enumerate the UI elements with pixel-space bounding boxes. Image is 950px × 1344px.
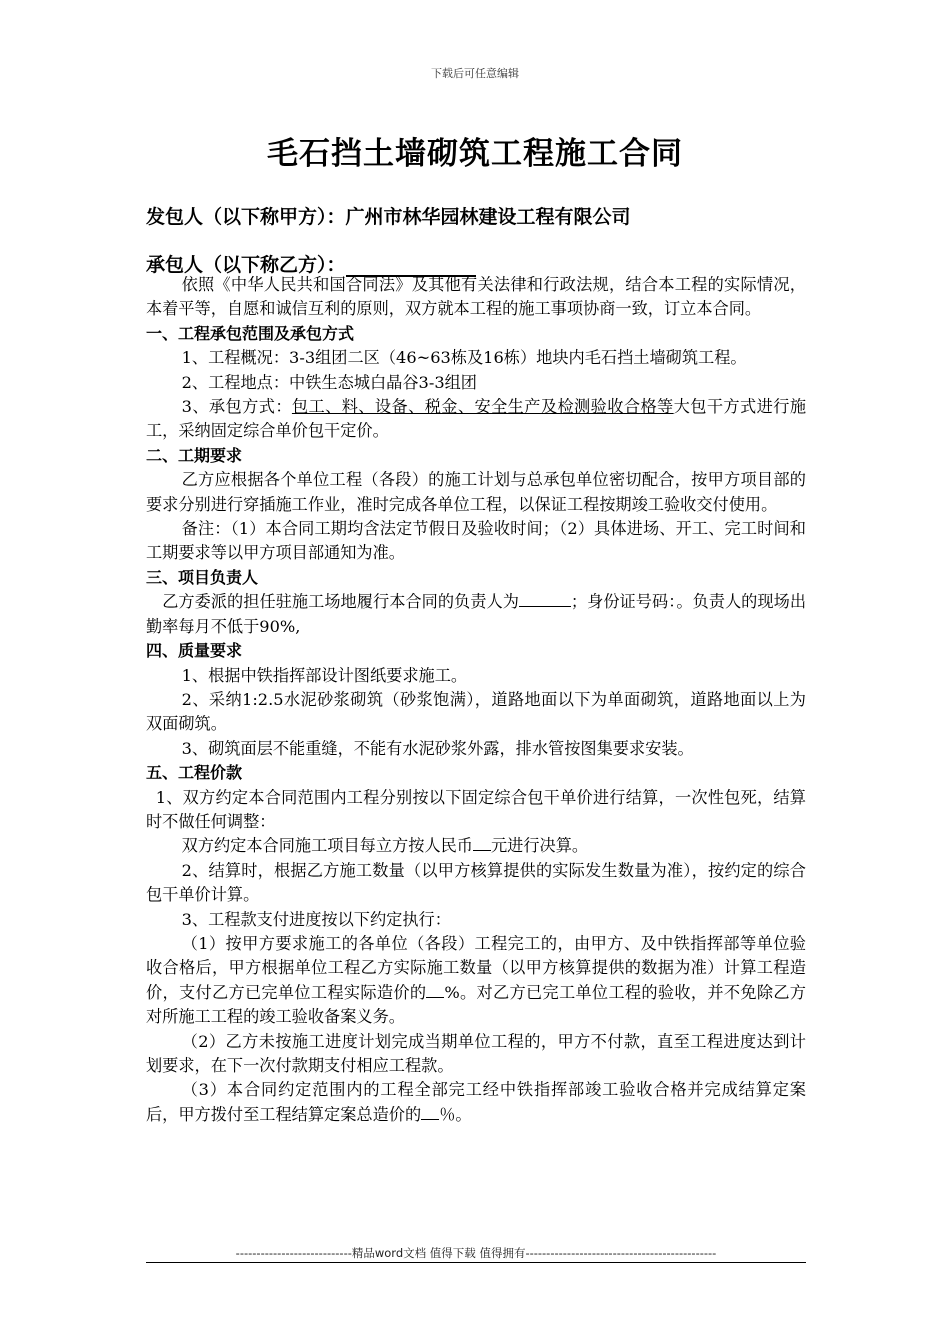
section5-item2: 2、结算时，根据乙方施工数量（以甲方核算提供的实际发生数量为准），按约定的综合包干单价计算。 [146, 860, 806, 905]
section5-item1: 1、双方约定本合同范围内工程分别按以下固定综合包干单价进行结算，一次性包死，结算时不做任何调整： [146, 787, 806, 831]
party-b-label: 承包人（以下称乙方）： [146, 254, 346, 276]
intro-paragraph: 依照《中华人民共和国合同法》及其他有关法律和行政法规，结合本工程的实际情况，本着平等，自愿和诚信互利的原则，双方就本工程的施工事项协商一致，订立本合同。 [146, 275, 806, 319]
section1-item2: 2、工程地点：中铁生态城白晶谷3-3组团 [181, 372, 477, 392]
section4-item2: 2、采纳1:2.5水泥砂浆砌筑（砂浆饱满），道路地面以下为单面砌筑，道路地面以上为双面砌筑。 [146, 689, 806, 734]
section5-sub3-pre: （3）本合同约定范围内的工程全部完工经中铁指挥部竣工验收合格并完成结算定案后，甲方拨付至工程结算定案总造价的 [146, 1080, 806, 1124]
section5-item1b-pre: 双方约定本合同施工项目每立方按人民币 [181, 836, 473, 856]
section1-item3 [146, 395, 806, 444]
document-title: 毛石挡土墙砌筑工程施工合同 [267, 136, 683, 172]
section5-item1b-post: 元进行决算。 [491, 836, 589, 856]
unit-price-blank [473, 834, 491, 851]
section5-sub3-post: ％。 [439, 1104, 472, 1124]
page-header-note: 下载后可任意编辑 [431, 67, 519, 80]
section3-para [146, 590, 806, 639]
responsible-person-blank [519, 590, 571, 607]
section5-sub2: （2）乙方未按施工进度计划完成当期单位工程的，甲方不付款，直至工程进度达到计划要求，在下一次付款期支付相应工程款。 [146, 1031, 806, 1075]
section2-para1: 乙方应根据各个单位工程（各段）的施工计划与总承包单位密切配合，按甲方项目部的要求分别进行穿插施工作业，准时完成各单位工程，以保证工程按期竣工验收交付使用。 [146, 470, 806, 514]
section5-sub1 [146, 932, 806, 1030]
section5-item3: 3、工程款支付进度按以下约定执行： [181, 909, 451, 929]
section4-heading: 四、质量要求 [146, 641, 243, 661]
page-footer: ----------------------------精品word文档 值得下载 值得拥有---------------------------------------------- [235, 1246, 717, 1260]
party-a-line [146, 202, 631, 229]
section2-para2: 备注：（1）本合同工期均含法定节假日及验收时间；（2）具体进场、开工、完工时间和工期要求等以甲方项目部通知为准。 [146, 519, 806, 563]
section3-para-pre: 乙方委派的担任驻施工场地履行本合同的负责人为 [162, 592, 519, 612]
section4-item1: 1、根据中铁指挥部设计图纸要求施工。 [181, 665, 468, 685]
section1-heading: 一、工程承包范围及承包方式 [146, 323, 355, 343]
section1-item3-underlined: 包工、料、设备、税金、安全生产及检测验收合格等 [291, 397, 674, 417]
section3-para-post: 。负责人的现场出勤率每月不低于90%, [146, 592, 807, 636]
section2-heading: 二、工期要求 [146, 445, 243, 465]
footer-divider [146, 1262, 806, 1263]
section1-item3-post: 大包干方式进行施工，采纳固定综合单价包干定价。 [146, 397, 807, 441]
section5-item1b [146, 834, 806, 858]
section1-item3-pre: 3、承包方式： [181, 397, 292, 417]
party-a-name: 广州市林华园林建设工程有限公司 [345, 206, 631, 228]
contract-body [146, 273, 806, 1127]
section1-item1: 1、工程概况：3-3组团二区（46~63栋及16栋）地块内毛石挡土墙砌筑工程。 [181, 348, 747, 368]
section5-sub3 [146, 1078, 806, 1127]
party-a-label: 发包人（以下称甲方）： [146, 206, 346, 228]
final-percent-blank [421, 1103, 439, 1120]
section3-para-mid: ；身份证号码： [570, 592, 677, 612]
section3-heading: 三、项目负责人 [146, 567, 259, 587]
section5-sub1-pre: （1）按甲方要求施工的各单位（各段）工程完工的，由甲方、及中铁指挥部等单位验收合格后，甲方根据单位工程乙方实际施工数量（以甲方核算提供的数据为准）计算工程造价，支付乙方已完单位工程实际造价的 [146, 933, 806, 1002]
section5-sub1-post: %。对乙方已完工单位工程的验收，并不免除乙方对所施工工程的竣工验收备案义务。 [146, 982, 806, 1027]
section4-item3: 3、砌筑面层不能重缝，不能有水泥砂浆外露，排水管按图集要求安装。 [181, 738, 694, 758]
section5-heading: 五、工程价款 [146, 763, 243, 783]
payment-percent-blank [426, 981, 444, 998]
